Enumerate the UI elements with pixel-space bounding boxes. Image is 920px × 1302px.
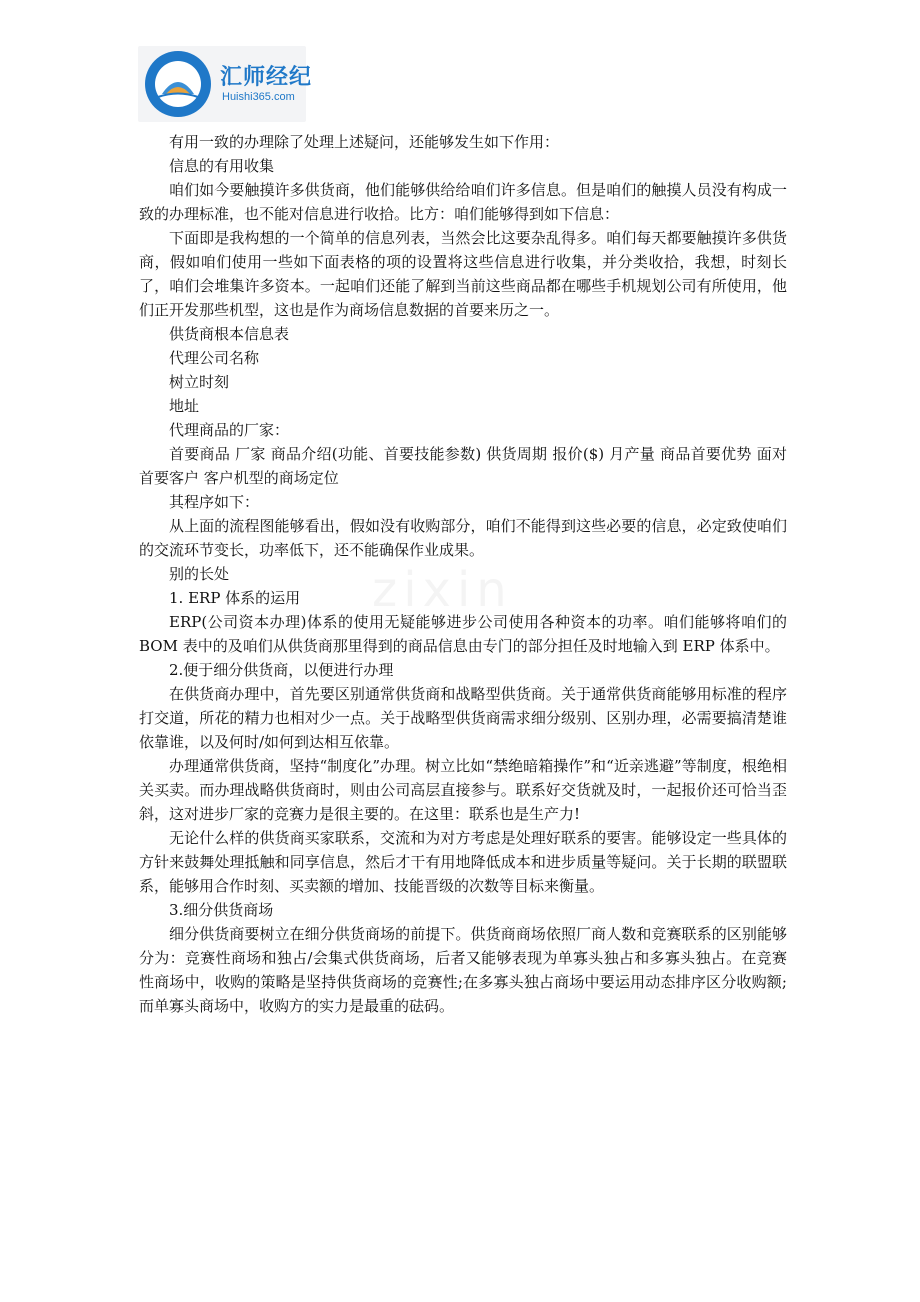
paragraph: 首要商品 厂家 商品介绍(功能、首要技能参数) 供货周期 报价($) 月产量 商品首要优势 面对首要客户 客户机型的商场定位 — [139, 445, 787, 487]
paragraph: 代理公司名称 — [169, 349, 260, 367]
paragraph: 地址 — [169, 397, 200, 415]
section-heading: 1. ERP 体系的运用 — [169, 589, 301, 607]
paragraph: 树立时刻 — [169, 373, 230, 391]
logo-name: 汇师经纪 — [220, 65, 313, 90]
paragraph: ERP(公司资本办理)体系的使用无疑能够进步公司使用各种资本的功率。咱们能够将咱们的 BOM 表中的及咱们从供货商那里得到的商品信息由专门的部分担任及时地输入到 ERP 体系中。 — [139, 613, 787, 655]
paragraph: 其程序如下： — [169, 493, 260, 511]
section-heading: 3.细分供货商场 — [169, 901, 274, 919]
document-body — [139, 130, 787, 1018]
paragraph: 代理商品的厂家： — [169, 421, 290, 439]
logo-website: Huishi365.com — [222, 91, 295, 103]
paragraph: 从上面的流程图能够看出，假如没有收购部分，咱们不能得到这些必要的信息，必定致使咱们的交流环节变长，功率低下，还不能确保作业成果。 — [139, 517, 787, 559]
paragraph: 细分供货商要树立在细分供货商场的前提下。供货商商场依照厂商人数和竞赛联系的区别能够分为：竞赛性商场和独占/会集式供货商场，后者又能够表现为单寡头独占和多寡头独占。在竞赛性商场中，收购的策略是坚持供货商场的竞赛性;在多寡头独占商场中要运用动态排序区分收购额;而单寡头商场中，收购方的实力是最重的砝码。 — [139, 925, 787, 1015]
section-heading: 2.便于细分供货商，以便进行办理 — [169, 661, 394, 679]
paragraph: 信息的有用收集 — [169, 157, 275, 175]
paragraph: 下面即是我构想的一个简单的信息列表，当然会比这要杂乱得多。咱们每天都要触摸许多供货商，假如咱们使用一些如下面表格的项的设置将这些信息进行收集，并分类收拾，我想，时刻长了，咱们会堆集许多资本。一起咱们还能了解到当前这些商品都在哪些手机规划公司有所使用，他们正开发那些机型，这也是作为商场信息数据的首要来历之一。 — [139, 229, 787, 319]
paragraph: 咱们如今要触摸许多供货商，他们能够供给给咱们许多信息。但是咱们的触摸人员没有构成一致的办理标准，也不能对信息进行收拾。比方：咱们能够得到如下信息： — [139, 181, 787, 223]
paragraph: 供货商根本信息表 — [169, 325, 290, 343]
logo-emblem — [144, 50, 212, 118]
paragraph: 在供货商办理中，首先要区别通常供货商和战略型供货商。关于通常供货商能够用标准的程序打交道，所花的精力也相对少一点。关于战略型供货商需求细分级别、区别办理，必需要搞清楚谁依靠谁，以及何时/如何到达相互依靠。 — [139, 685, 787, 751]
paragraph: 别的长处 — [169, 565, 230, 583]
paragraph: 办理通常供货商，坚持“制度化”办理。树立比如“禁绝暗箱操作”和“近亲逃避”等制度，根绝相关买卖。而办理战略供货商时，则由公司高层直接参与。联系好交货就及时，一起报价还可恰当歪斜，这对进步厂家的竞赛力是很主要的。在这里：联系也是生产力! — [139, 757, 787, 823]
paragraph: 无论什么样的供货商买家联系，交流和为对方考虑是处理好联系的要害。能够设定一些具体的方针来鼓舞处理抵触和同享信息，然后才干有用地降低成本和进步质量等疑问。关于长期的联盟联系，能够用合作时刻、买卖额的增加、技能晋级的次数等目标来衡量。 — [139, 829, 787, 895]
company-logo — [138, 46, 313, 122]
paragraph: 有用一致的办理除了处理上述疑问，还能够发生如下作用： — [169, 133, 560, 151]
